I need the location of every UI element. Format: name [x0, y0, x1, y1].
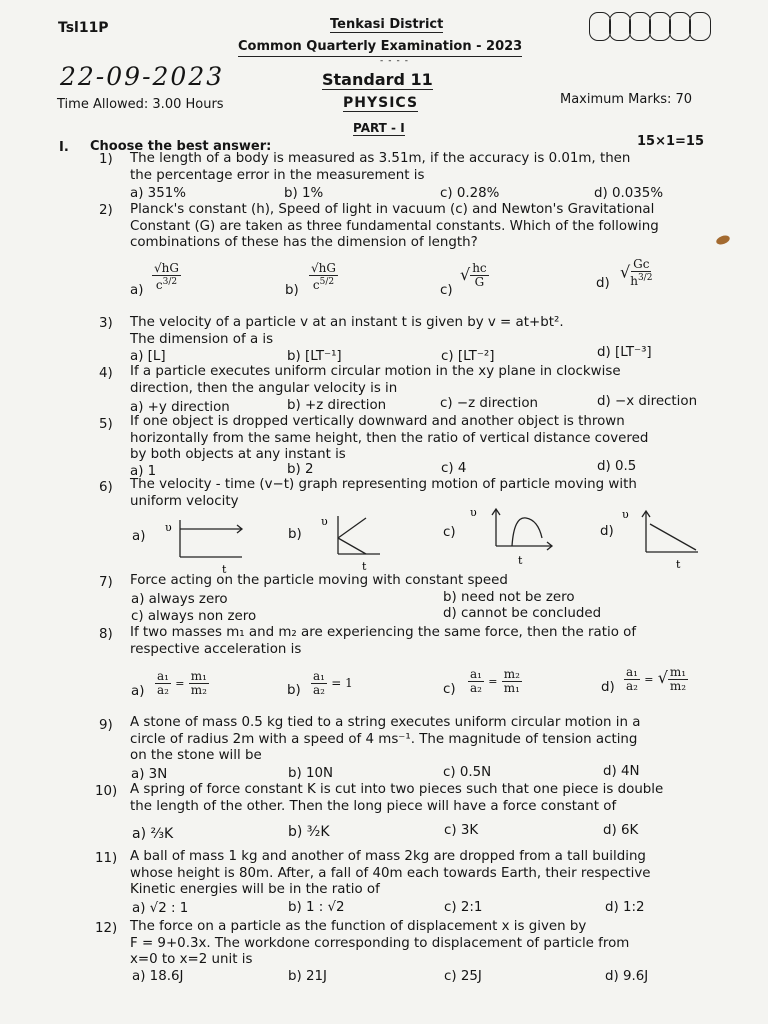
question-text: If two masses m₁ and m₂ are experiencing the same force, then the ratio of respective acceleration is [130, 625, 637, 657]
question-text: If a particle executes uniform circular motion in the xy plane in clockwise direction, then the angular velocity is in [130, 364, 621, 396]
option-d: d) 0.035% [594, 186, 664, 201]
option-a: a) [130, 283, 144, 298]
option-b: b) 1 : √2 [288, 900, 345, 915]
option-c: c) 3K [444, 823, 479, 838]
svg-text:t: t [362, 560, 367, 572]
option-a: a) [L] [130, 349, 166, 364]
maximum-marks: Maximum Marks: 70 [560, 92, 693, 107]
question-number: 5) [99, 417, 113, 432]
option-b: b) 21J [288, 969, 327, 984]
option-d: d) [596, 276, 610, 291]
option-b: b) [288, 527, 302, 542]
option-b: b) [285, 283, 299, 298]
question-number: 10) [95, 784, 118, 799]
option-c: c) always non zero [131, 609, 257, 624]
option-b: b) 10N [288, 766, 334, 781]
svg-text:υ: υ [622, 508, 629, 521]
section-score: 15×1=15 [637, 134, 705, 149]
option-a: a) 351% [130, 186, 186, 201]
question-text: The velocity of a particle v at an instant t is given by v = at+bt². The dimension of a is [130, 315, 564, 347]
formula-c: √ $\frac{hc}{G}$ [460, 261, 487, 289]
option-d: d) 0.5 [597, 459, 637, 474]
question-number: 4) [99, 366, 113, 381]
option-a: a) 18.6J [132, 969, 184, 984]
option-a: a) always zero [131, 592, 228, 607]
section-instruction: Choose the best answer: [90, 139, 272, 154]
question-text: The velocity - time (v−t) graph representing motion of particle moving with uniform velocity [130, 477, 637, 509]
question-text: A spring of force constant K is cut into two pieces such that one piece is double the length of the other. Then the long piece will have a force constant of [130, 782, 664, 814]
vt-graph-d-icon [620, 506, 706, 572]
option-b: b) 1% [284, 186, 324, 201]
question-number: 9) [99, 718, 113, 733]
district-title: Tenkasi District [330, 17, 444, 32]
question-number: 6) [99, 480, 113, 495]
formula-b: $\frac{\text{a₁}}{\text{a₂}}$ = 1 [313, 669, 353, 697]
formula-b: $\frac{√hG}{c^{5/2}}$ [311, 261, 336, 292]
option-d: d) 4N [603, 764, 640, 779]
formula-d: $\frac{\text{a₁}}{\text{a₂}}$ = √ $\frac{\text{m₁}}{\text{m₂}}$ [626, 665, 687, 693]
handwritten-date: 22-09-2023 [60, 62, 225, 91]
formula-d: √ $\frac{Gc}{h^{3/2}}$ [620, 257, 653, 288]
option-a: a) +y direction [130, 400, 230, 415]
question-number: 2) [99, 203, 113, 218]
register-number-boxes [591, 12, 711, 41]
option-c: c) 2:1 [444, 900, 483, 915]
vt-graph-c-icon [468, 504, 558, 568]
option-b: b) +z direction [287, 398, 387, 413]
subject-title: PHYSICS [343, 95, 419, 111]
svg-text:t: t [518, 554, 523, 567]
question-text: Planck's constant (h), Speed of light in vacuum (c) and Newton's Gravitational Constant (G) are taken as three fundamental constants. Which of the following combinations of these has the dimension of length? [130, 202, 659, 250]
decorative-dashes: ---- [380, 56, 413, 66]
exam-title: Common Quarterly Examination - 2023 [238, 39, 522, 57]
svg-text:t: t [676, 558, 681, 571]
section-number: I. [59, 140, 69, 155]
vt-graph-b-icon [318, 510, 388, 572]
option-d: d) 6K [603, 823, 639, 838]
question-number: 7) [99, 575, 113, 590]
option-d: d) 1:2 [605, 900, 645, 915]
question-text: If one object is dropped vertically downward and another object is thrown horizontally from the same height, then the ratio of vertical distance covered by both objects at any instant is [130, 414, 649, 462]
question-number: 12) [95, 921, 118, 936]
formula-a: $\frac{√hG}{c^{3/2}}$ [154, 261, 179, 292]
option-a: a) 3N [131, 767, 168, 782]
option-d: d) [600, 524, 614, 539]
option-c: c) 4 [441, 461, 467, 476]
option-a: a) [132, 529, 146, 544]
option-d: d) −x direction [597, 394, 698, 409]
question-text: The length of a body is measured as 3.51m, if the accuracy is 0.01m, then the percentage error in the measurement is [130, 151, 631, 183]
paper-code: Tsl11P [58, 20, 109, 36]
formula-c: $\frac{\text{a₁}}{\text{a₂}}$ = $\frac{\text{m₂}}{\text{m₁}}$ [470, 667, 520, 695]
question-text: A ball of mass 1 kg and another of mass 2kg are dropped from a tall building whose height is 80m. After, a fall of 40m each towards Earth, their respective Kinetic energies will be in the ratio of [130, 849, 651, 897]
option-c: c) [LT⁻²] [441, 349, 495, 364]
option-c: c) −z direction [440, 396, 539, 411]
option-c: c) 0.5N [443, 765, 492, 780]
question-text: The force on a particle as the function of displacement x is given by F = 9+0.3x. The workdone corresponding to displacement of particle from x=0 to x=2 unit is [130, 919, 630, 967]
time-allowed: Time Allowed: 3.00 Hours [57, 97, 224, 112]
question-number: 11) [95, 851, 118, 866]
question-number: 1) [99, 152, 113, 167]
svg-text:t: t [222, 563, 227, 575]
option-d: d) [LT⁻³] [597, 345, 652, 360]
option-a: a) √2 : 1 [132, 901, 189, 916]
option-c: c) [443, 525, 456, 540]
option-c: c) 0.28% [440, 186, 500, 201]
option-d: d) 9.6J [605, 969, 649, 984]
option-c: c) [443, 682, 456, 697]
svg-text:υ: υ [165, 521, 172, 534]
question-text: A stone of mass 0.5 kg tied to a string executes uniform circular motion in a circle of radius 2m with a speed of 4 ms⁻¹. The magnitude of tension acting on the stone will be [130, 715, 641, 763]
vt-graph-a-icon [160, 515, 250, 575]
option-c: c) 25J [444, 969, 482, 984]
part-label: PART - I [353, 121, 405, 135]
question-number: 8) [99, 627, 113, 642]
option-b: b) need not be zero [443, 590, 575, 605]
svg-text:υ: υ [321, 515, 328, 528]
option-d: d) [601, 680, 615, 695]
option-b: b) [LT⁻¹] [287, 349, 342, 364]
question-text: Force acting on the particle moving with constant speed [130, 573, 508, 588]
standard-label: Standard 11 [322, 70, 433, 89]
option-c: c) [440, 283, 453, 298]
question-number: 3) [99, 316, 113, 331]
option-b: b) 2 [287, 462, 314, 477]
option-b: b) [287, 683, 301, 698]
option-d: d) cannot be concluded [443, 606, 602, 621]
option-b: b) ³⁄₂K [288, 824, 330, 840]
option-a: a) 1 [130, 464, 157, 479]
option-a: a) [131, 684, 145, 699]
svg-text:υ: υ [470, 506, 477, 519]
option-a: a) ⅔K [132, 826, 174, 842]
formula-a: $\frac{\text{a₁}}{\text{a₂}}$ = $\frac{\text{m₁}}{\text{m₂}}$ [157, 669, 207, 697]
